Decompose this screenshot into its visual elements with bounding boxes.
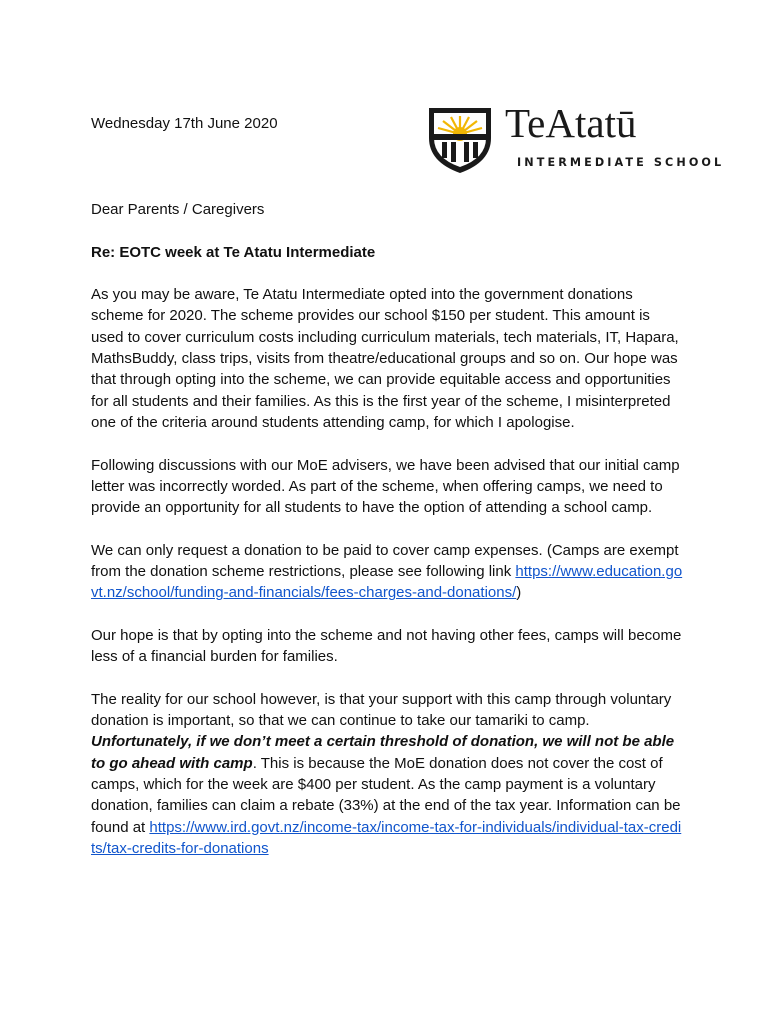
threshold-warning: Unfortunately, if we don’t meet a certain threshold of donation, we will not be able to go ahead with camp [91, 733, 675, 772]
camp-donation-text: We can only request a donation to be paid to cover camp expenses. (Camps are exempt from the donation scheme restrictions, please see following link [91, 541, 679, 581]
ird-tax-credits-link[interactable]: https://www.ird.govt.nz/income-tax/income-tax-for-individuals/individual-tax-credits/tax-credits-for-donations [91, 818, 682, 857]
school-logo [427, 100, 725, 175]
letter-subject: Re: EOTC week at Te Atatu Intermediate [91, 243, 376, 261]
voluntary-donation-rest: . This is because the MoE donation does not cover the cost of camps, which for the week are $400 per student. As the camp payment is a voluntary donation, families can claim a rebate (33%) at the end of the tax year. Information can be found at [91, 754, 681, 836]
camp-donation-close: ) [516, 584, 522, 602]
paragraph-camp-donation [91, 540, 683, 604]
education-govt-link[interactable]: https://www.education.govt.nz/school/funding-and-financials/fees-charges-and-donations/ [91, 563, 683, 602]
school-logo-subtitle: INTERMEDIATE SCHOOL [517, 156, 725, 169]
school-crest-icon [427, 104, 493, 174]
paragraph-financial-burden: Our hope is that by opting into the scheme and not having other fees, camps will become less of a financial burden for families. [91, 626, 682, 666]
letter-date: Wednesday 17th June 2020 [91, 115, 278, 132]
paragraph-voluntary-donation [91, 689, 683, 859]
paragraph-donations-scheme: As you may be aware, Te Atatu Intermediate opted into the government donations scheme for 2020. The scheme provides our school $150 per student. This amount is used to cover curriculum costs including curriculum materials, tech materials, IT, Hapara, MathsBuddy, class trips, visits from theatre/educational groups and so on. Our hope was that through opting into the scheme, we can provide equitable access and opportunities for all students and their families. As this is the first year of the scheme, I misinterpreted one of the criteria around students attending camp, for which I apologise. [91, 286, 679, 431]
voluntary-donation-text: The reality for our school however, is that your support with this camp through voluntary donation is important, so that we can continue to take our tamariki to camp. [91, 690, 672, 730]
letter-body [91, 199, 683, 881]
paragraph-moe-advisers: Following discussions with our MoE advisers, we have been advised that our initial camp letter was incorrectly worded. As part of the scheme, when offering camps, we need to provide an opportunity for all students to have the option of attending a school camp. [91, 456, 680, 517]
letter-salutation: Dear Parents / Caregivers [91, 201, 265, 218]
school-logo-name: TeAtatū [505, 100, 637, 146]
